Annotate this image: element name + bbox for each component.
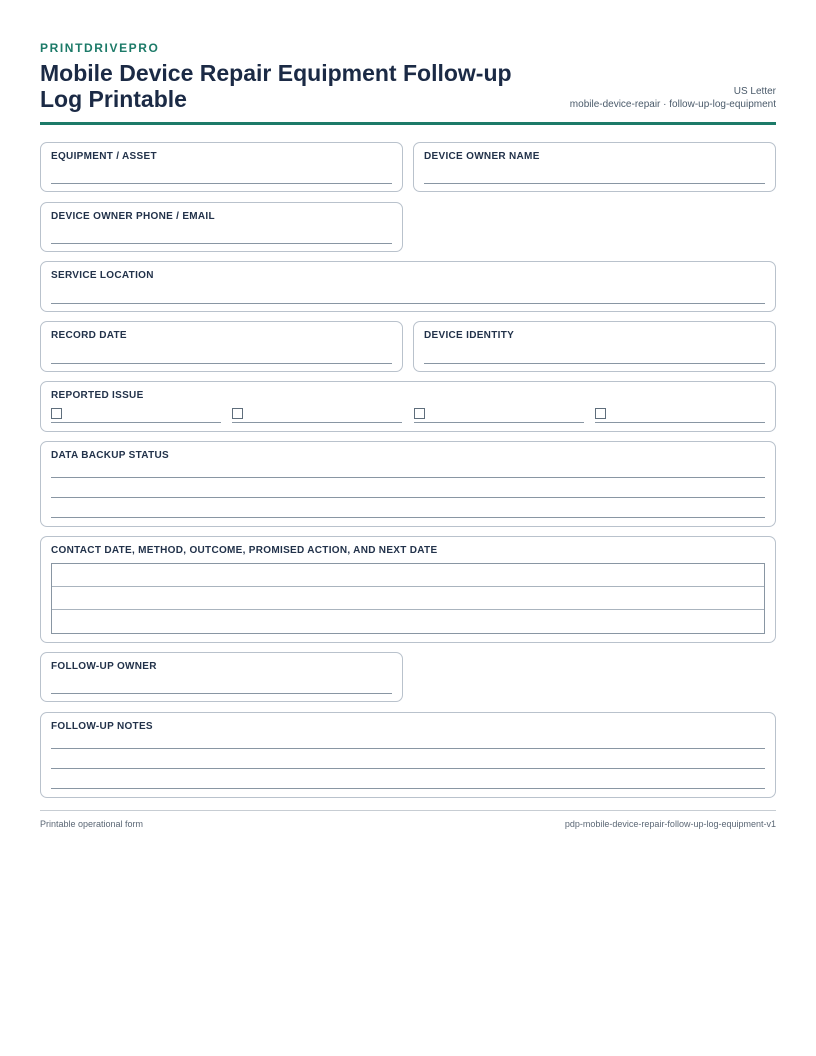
follow-up-notes-line-2[interactable] — [51, 768, 765, 769]
device-identity-line[interactable] — [424, 363, 765, 364]
follow-up-notes-field[interactable] — [40, 712, 776, 798]
header-rule — [40, 122, 776, 125]
follow-up-owner-line[interactable] — [51, 693, 392, 694]
checkbox-icon[interactable] — [51, 408, 62, 419]
table-row[interactable] — [52, 564, 764, 587]
service-location-field[interactable] — [40, 261, 776, 312]
follow-up-notes-line-1[interactable] — [51, 748, 765, 749]
device-owner-contact-field[interactable] — [40, 202, 403, 252]
contact-log-field[interactable] — [40, 536, 776, 643]
checkbox-icon[interactable] — [414, 408, 425, 419]
device-owner-contact-line[interactable] — [51, 243, 392, 244]
reported-issue-option-line — [595, 422, 765, 423]
form-id: pdp-mobile-device-repair-follow-up-log-equipment-v1 — [564, 819, 776, 829]
reported-issue-field[interactable] — [40, 381, 776, 432]
data-backup-status-line-2[interactable] — [51, 497, 765, 498]
table-row[interactable] — [52, 610, 764, 633]
device-identity-label: DEVICE IDENTITY — [424, 330, 515, 341]
equipment-asset-label: EQUIPMENT / ASSET — [51, 151, 157, 162]
data-backup-status-label: DATA BACKUP STATUS — [51, 450, 169, 461]
reported-issue-option-1[interactable] — [51, 408, 221, 423]
page-title: Mobile Device Repair Equipment Follow-up Log Printable — [40, 60, 512, 112]
record-date-label: RECORD DATE — [51, 330, 127, 341]
device-owner-name-field[interactable] — [413, 142, 776, 192]
record-date-field[interactable] — [40, 321, 403, 372]
reported-issue-option-2[interactable] — [232, 408, 402, 423]
reported-issue-option-4[interactable] — [595, 408, 765, 423]
document-meta — [570, 85, 776, 111]
document-path: mobile-device-repair · follow-up-log-equipment — [569, 99, 776, 110]
follow-up-owner-field[interactable] — [40, 652, 403, 702]
reported-issue-option-line — [51, 422, 221, 423]
follow-up-owner-label: FOLLOW-UP OWNER — [51, 661, 157, 672]
reported-issue-option-line — [232, 422, 402, 423]
follow-up-notes-label: FOLLOW-UP NOTES — [51, 721, 153, 732]
footer-rule — [40, 810, 776, 811]
service-location-label: SERVICE LOCATION — [51, 270, 154, 281]
device-owner-name-label: DEVICE OWNER NAME — [424, 151, 540, 162]
table-row[interactable] — [52, 587, 764, 610]
follow-up-notes-line-3[interactable] — [51, 788, 765, 789]
reported-issue-option-line — [414, 422, 584, 423]
equipment-asset-field[interactable] — [40, 142, 403, 192]
contact-log-table — [51, 563, 765, 634]
checkbox-icon[interactable] — [232, 408, 243, 419]
device-identity-field[interactable] — [413, 321, 776, 372]
service-location-line[interactable] — [51, 303, 765, 304]
data-backup-status-field[interactable] — [40, 441, 776, 527]
contact-log-label: CONTACT DATE, METHOD, OUTCOME, PROMISED ACTION, AND NEXT DATE — [51, 545, 438, 556]
device-owner-contact-label: DEVICE OWNER PHONE / EMAIL — [51, 211, 215, 222]
footer-caption: Printable operational form — [40, 819, 144, 829]
data-backup-status-line-3[interactable] — [51, 517, 765, 518]
reported-issue-option-3[interactable] — [414, 408, 584, 423]
paper-size: US Letter — [733, 86, 776, 97]
record-date-line[interactable] — [51, 363, 392, 364]
device-owner-name-line[interactable] — [424, 183, 765, 184]
checkbox-icon[interactable] — [595, 408, 606, 419]
data-backup-status-line-1[interactable] — [51, 477, 765, 478]
equipment-asset-line[interactable] — [51, 183, 392, 184]
brand-name: PRINTDRIVEPRO — [40, 41, 160, 55]
reported-issue-label: REPORTED ISSUE — [51, 390, 144, 401]
